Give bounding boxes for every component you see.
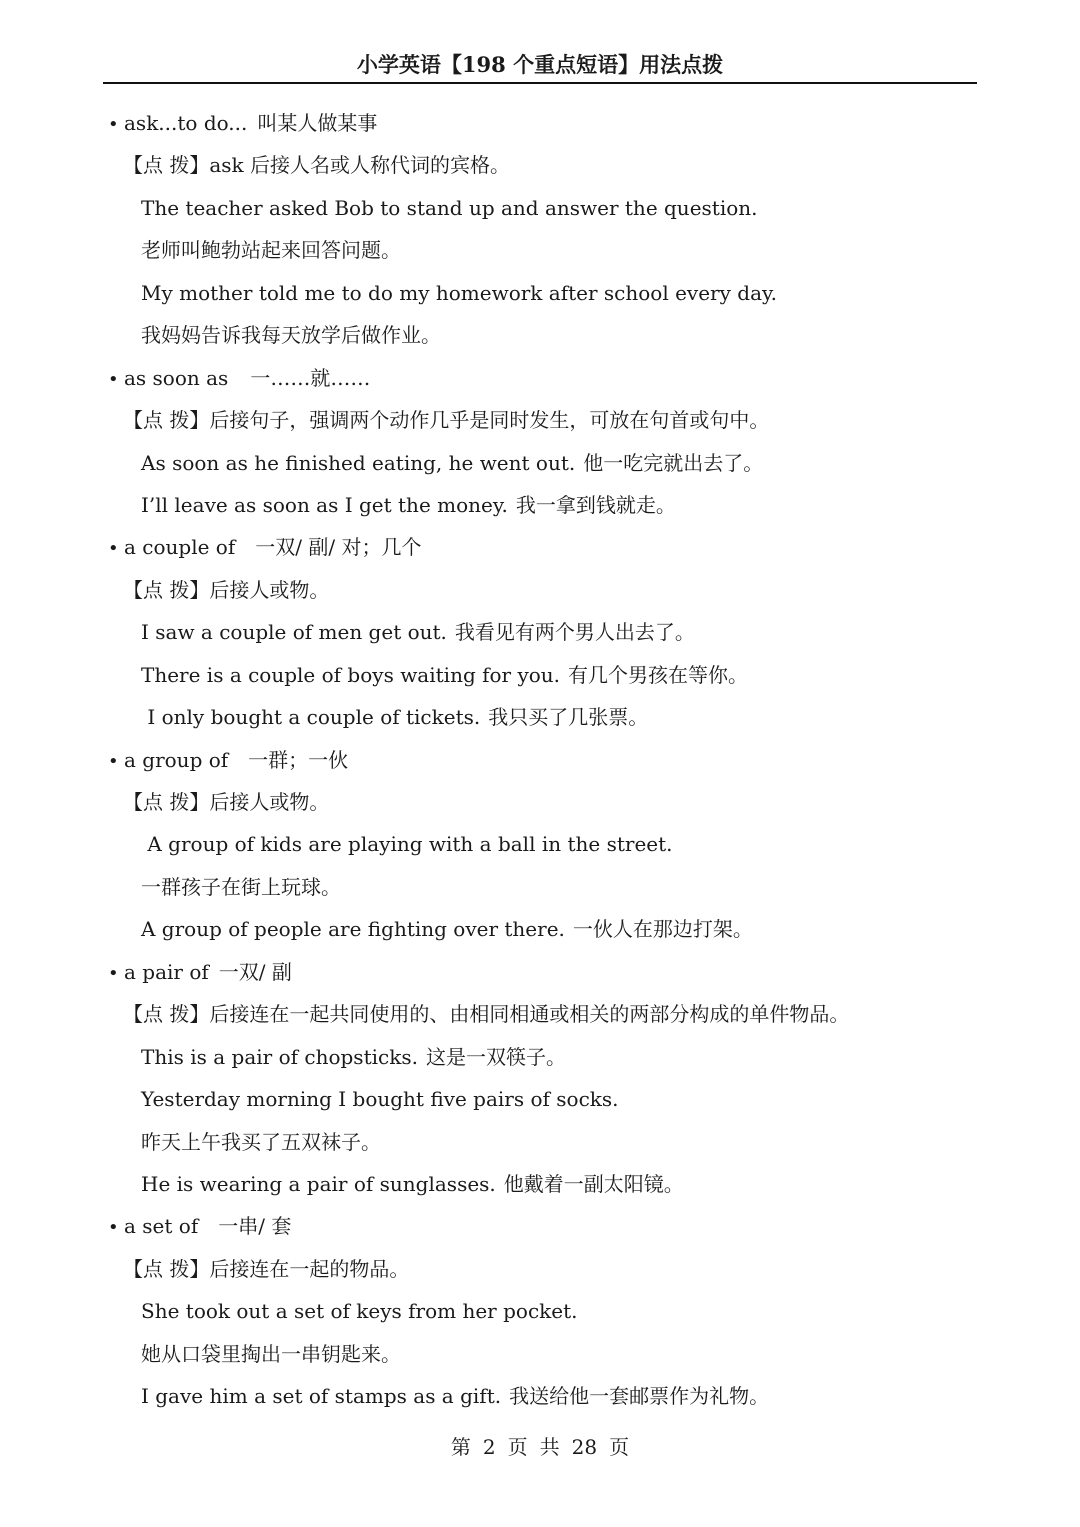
phrase-meaning: 一双/ 副	[218, 959, 292, 984]
phrase: a couple of	[124, 535, 236, 560]
example-en: He is wearing a pair of sunglasses.	[141, 1171, 496, 1196]
phrase-entry-head	[0, 526, 1080, 568]
phrase: ask...to do...	[124, 111, 248, 135]
page-title: 小学英语【198 个重点短语】用法点拨	[356, 52, 724, 77]
example-en: My mother told me to do my homework after school every day.	[141, 280, 777, 305]
phrase-entry-head	[0, 357, 1080, 399]
current-page-number: 2	[482, 1435, 496, 1459]
example-zh: 他戴着一副太阳镜。	[503, 1171, 684, 1196]
usage-tip: 【点 拨】后接连在一起共同使用的、由相同相通或相关的两部分构成的单件物品。	[123, 1002, 850, 1027]
page-number-prefix: 第	[450, 1435, 471, 1459]
document-body	[0, 102, 1080, 1418]
bullet-icon: •	[108, 538, 119, 560]
example-zh: 他一吃完就出去了。	[583, 450, 764, 475]
bullet-icon: •	[108, 962, 119, 984]
bullet-icon: •	[108, 750, 119, 772]
example-line	[0, 823, 1080, 865]
phrase-meaning: 一串/ 套	[218, 1214, 292, 1239]
example-en: The teacher asked Bob to stand up and answer the question.	[141, 195, 758, 220]
example-en: I’ll leave as soon as I get the money.	[141, 492, 508, 517]
example-zh: 我看见有两个男人出去了。	[454, 620, 695, 645]
phrase-entry-head	[0, 102, 1080, 144]
example-line	[0, 654, 1080, 696]
example-zh: 我只买了几张票。	[488, 705, 649, 730]
usage-tip: 【点 拨】后接句子，强调两个动作几乎是同时发生，可放在句首或句中。	[123, 408, 770, 433]
bullet-icon: •	[108, 368, 119, 390]
example-zh: 一群孩子在街上玩球。	[141, 874, 341, 899]
phrase-entry-head	[0, 739, 1080, 781]
page-label: 页	[507, 1435, 528, 1459]
usage-tip: 【点 拨】后接人或物。	[123, 577, 330, 602]
page-label: 页	[609, 1435, 630, 1459]
example-line	[0, 1333, 1080, 1375]
phrase-meaning: 一群；一伙	[248, 747, 349, 772]
example-line	[0, 611, 1080, 653]
phrase: a group of	[124, 747, 229, 772]
example-line	[0, 1375, 1080, 1417]
phrase: a set of	[124, 1214, 199, 1239]
phrase-meaning: 叫某人做某事	[257, 111, 378, 135]
bullet-icon: •	[108, 1217, 119, 1239]
bullet-icon: •	[108, 114, 119, 135]
example-zh: 我妈妈告诉我每天放学后做作业。	[141, 323, 441, 348]
example-zh: 昨天上午我买了五双袜子。	[141, 1129, 381, 1154]
page-footer	[0, 1432, 1080, 1462]
phrase-meaning: 一……就……	[250, 365, 371, 390]
example-line	[0, 484, 1080, 526]
example-zh: 有几个男孩在等你。	[568, 662, 749, 687]
example-en: A group of people are fighting over there.	[141, 917, 565, 942]
example-line	[0, 229, 1080, 271]
example-en: I gave him a set of stamps as a gift.	[141, 1384, 502, 1409]
example-line	[0, 1036, 1080, 1078]
page-header	[103, 50, 977, 84]
example-line	[0, 187, 1080, 229]
example-zh: 我送给他一套邮票作为礼物。	[509, 1384, 770, 1409]
phrase: as soon as	[124, 365, 229, 390]
usage-tip: 【点 拨】后接人或物。	[123, 790, 330, 814]
example-en: She took out a set of keys from her pocket.	[141, 1299, 578, 1324]
example-zh: 这是一双筷子。	[425, 1044, 566, 1069]
usage-tip: 【点 拨】后接连在一起的物品。	[123, 1256, 410, 1281]
example-line	[0, 272, 1080, 314]
example-en: This is a pair of chopsticks.	[141, 1044, 418, 1069]
example-en: I saw a couple of men get out.	[141, 620, 447, 645]
example-line	[0, 314, 1080, 356]
example-zh: 我一拿到钱就走。	[515, 492, 676, 517]
example-line	[0, 442, 1080, 484]
example-en: Yesterday morning I bought five pairs of socks.	[141, 1087, 619, 1112]
total-prefix: 共	[539, 1435, 560, 1459]
usage-tip: 【点 拨】ask 后接人名或人称代词的宾格。	[123, 153, 511, 178]
example-line	[0, 908, 1080, 950]
example-en: As soon as he finished eating, he went out.	[141, 450, 576, 475]
phrase-meaning: 一双/ 副/ 对；几个	[255, 535, 422, 560]
example-zh: 老师叫鲍勃站起来回答问题。	[141, 238, 401, 263]
example-line	[0, 1121, 1080, 1163]
example-en: I only bought a couple of tickets.	[141, 705, 481, 730]
example-zh: 她从口袋里掏出一串钥匙来。	[141, 1341, 401, 1366]
example-en: There is a couple of boys waiting for you.	[141, 662, 561, 687]
example-line	[0, 696, 1080, 738]
example-line	[0, 1163, 1080, 1205]
total-page-count: 28	[571, 1435, 598, 1459]
example-en: A group of kids are playing with a ball in the street.	[141, 832, 673, 857]
example-line	[0, 1078, 1080, 1120]
phrase: a pair of	[124, 959, 209, 984]
phrase-entry-head	[0, 1205, 1080, 1247]
phrase-entry-head	[0, 951, 1080, 993]
example-line	[0, 1290, 1080, 1332]
example-line	[0, 866, 1080, 908]
example-zh: 一伙人在那边打架。	[572, 917, 753, 942]
